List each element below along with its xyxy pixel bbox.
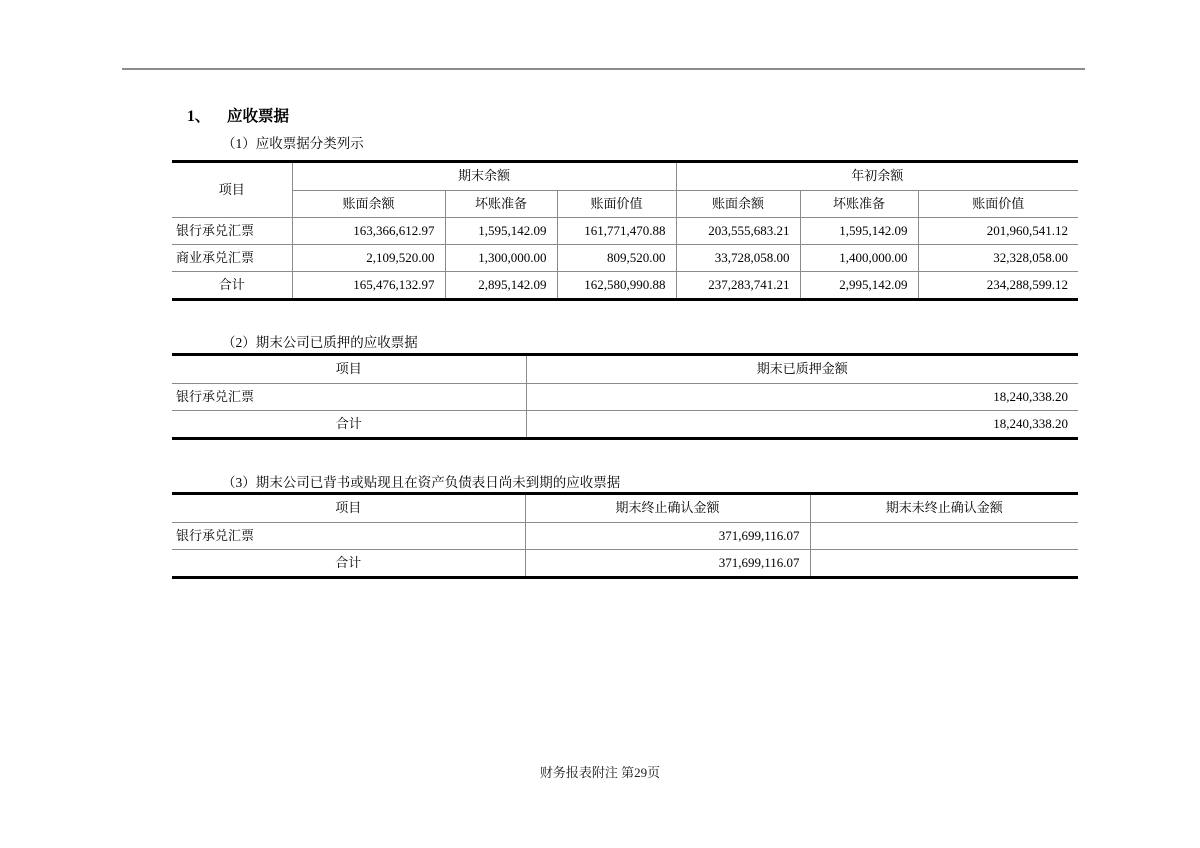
amount-cell: 237,283,741.21 [676, 271, 800, 298]
table-total-row [172, 549, 1078, 576]
amount-cell: 163,366,612.97 [292, 217, 445, 244]
column-header: 坏账准备 [445, 190, 557, 217]
pledged-notes-table [172, 356, 1078, 437]
total-label-cell: 合计 [172, 549, 525, 576]
amount-cell: 1,400,000.00 [800, 244, 918, 271]
item-cell: 银行承兑汇票 [172, 217, 292, 244]
amount-cell: 33,728,058.00 [676, 244, 800, 271]
page-footer: 财务报表附注 第29页 [539, 765, 661, 780]
table-total-row [172, 410, 1078, 437]
amount-cell: 1,300,000.00 [445, 244, 557, 271]
section-number: 1、 [187, 108, 211, 125]
column-group-beginning-balance: 年初余额 [676, 163, 1078, 190]
section-heading [187, 107, 289, 127]
column-header: 项目 [172, 495, 525, 522]
amount-cell: 371,699,116.07 [525, 522, 810, 549]
amount-cell: 165,476,132.97 [292, 271, 445, 298]
amount-cell: 18,240,338.20 [526, 383, 1078, 410]
column-header-item: 项目 [172, 163, 292, 217]
table3-header-row [172, 495, 1078, 522]
column-header: 期末已质押金额 [526, 356, 1078, 383]
item-cell: 银行承兑汇票 [172, 522, 525, 549]
item-cell: 商业承兑汇票 [172, 244, 292, 271]
header-rule [122, 68, 1085, 70]
amount-cell: 32,328,058.00 [918, 244, 1078, 271]
total-label-cell: 合计 [172, 271, 292, 298]
column-header: 项目 [172, 356, 526, 383]
amount-cell [810, 522, 1078, 549]
amount-cell: 809,520.00 [557, 244, 676, 271]
table2-caption: （2）期末公司已质押的应收票据 [222, 335, 418, 350]
amount-cell [810, 549, 1078, 576]
column-header: 账面余额 [676, 190, 800, 217]
amount-cell: 18,240,338.20 [526, 410, 1078, 437]
table-row [172, 383, 1078, 410]
amount-cell: 2,995,142.09 [800, 271, 918, 298]
table3-caption: （3）期末公司已背书或贴现且在资产负债表日尚未到期的应收票据 [222, 475, 621, 490]
amount-cell: 203,555,683.21 [676, 217, 800, 244]
table3-wrapper [172, 492, 1078, 579]
amount-cell: 1,595,142.09 [800, 217, 918, 244]
table1-wrapper [172, 160, 1078, 301]
column-header: 账面价值 [557, 190, 676, 217]
table1-header-row-groups [172, 163, 1078, 190]
column-header: 坏账准备 [800, 190, 918, 217]
notes-classification-table [172, 163, 1078, 298]
table1-caption: （1）应收票据分类列示 [222, 136, 364, 151]
amount-cell: 1,595,142.09 [445, 217, 557, 244]
table-total-row [172, 271, 1078, 298]
table1-header-row-sub [172, 190, 1078, 217]
amount-cell: 201,960,541.12 [918, 217, 1078, 244]
amount-cell: 234,288,599.12 [918, 271, 1078, 298]
column-header: 期末未终止确认金额 [810, 495, 1078, 522]
endorsed-notes-table [172, 495, 1078, 576]
amount-cell: 2,895,142.09 [445, 271, 557, 298]
table-row [172, 217, 1078, 244]
column-header: 期末终止确认金额 [525, 495, 810, 522]
table2-wrapper [172, 353, 1078, 440]
amount-cell: 371,699,116.07 [525, 549, 810, 576]
total-label-cell: 合计 [172, 410, 526, 437]
table-row [172, 522, 1078, 549]
column-header: 账面价值 [918, 190, 1078, 217]
table2-header-row [172, 356, 1078, 383]
amount-cell: 2,109,520.00 [292, 244, 445, 271]
column-header: 账面余额 [292, 190, 445, 217]
amount-cell: 162,580,990.88 [557, 271, 676, 298]
amount-cell: 161,771,470.88 [557, 217, 676, 244]
column-group-ending-balance: 期末余额 [292, 163, 676, 190]
table-row [172, 244, 1078, 271]
section-title: 应收票据 [227, 108, 290, 125]
item-cell: 银行承兑汇票 [172, 383, 526, 410]
